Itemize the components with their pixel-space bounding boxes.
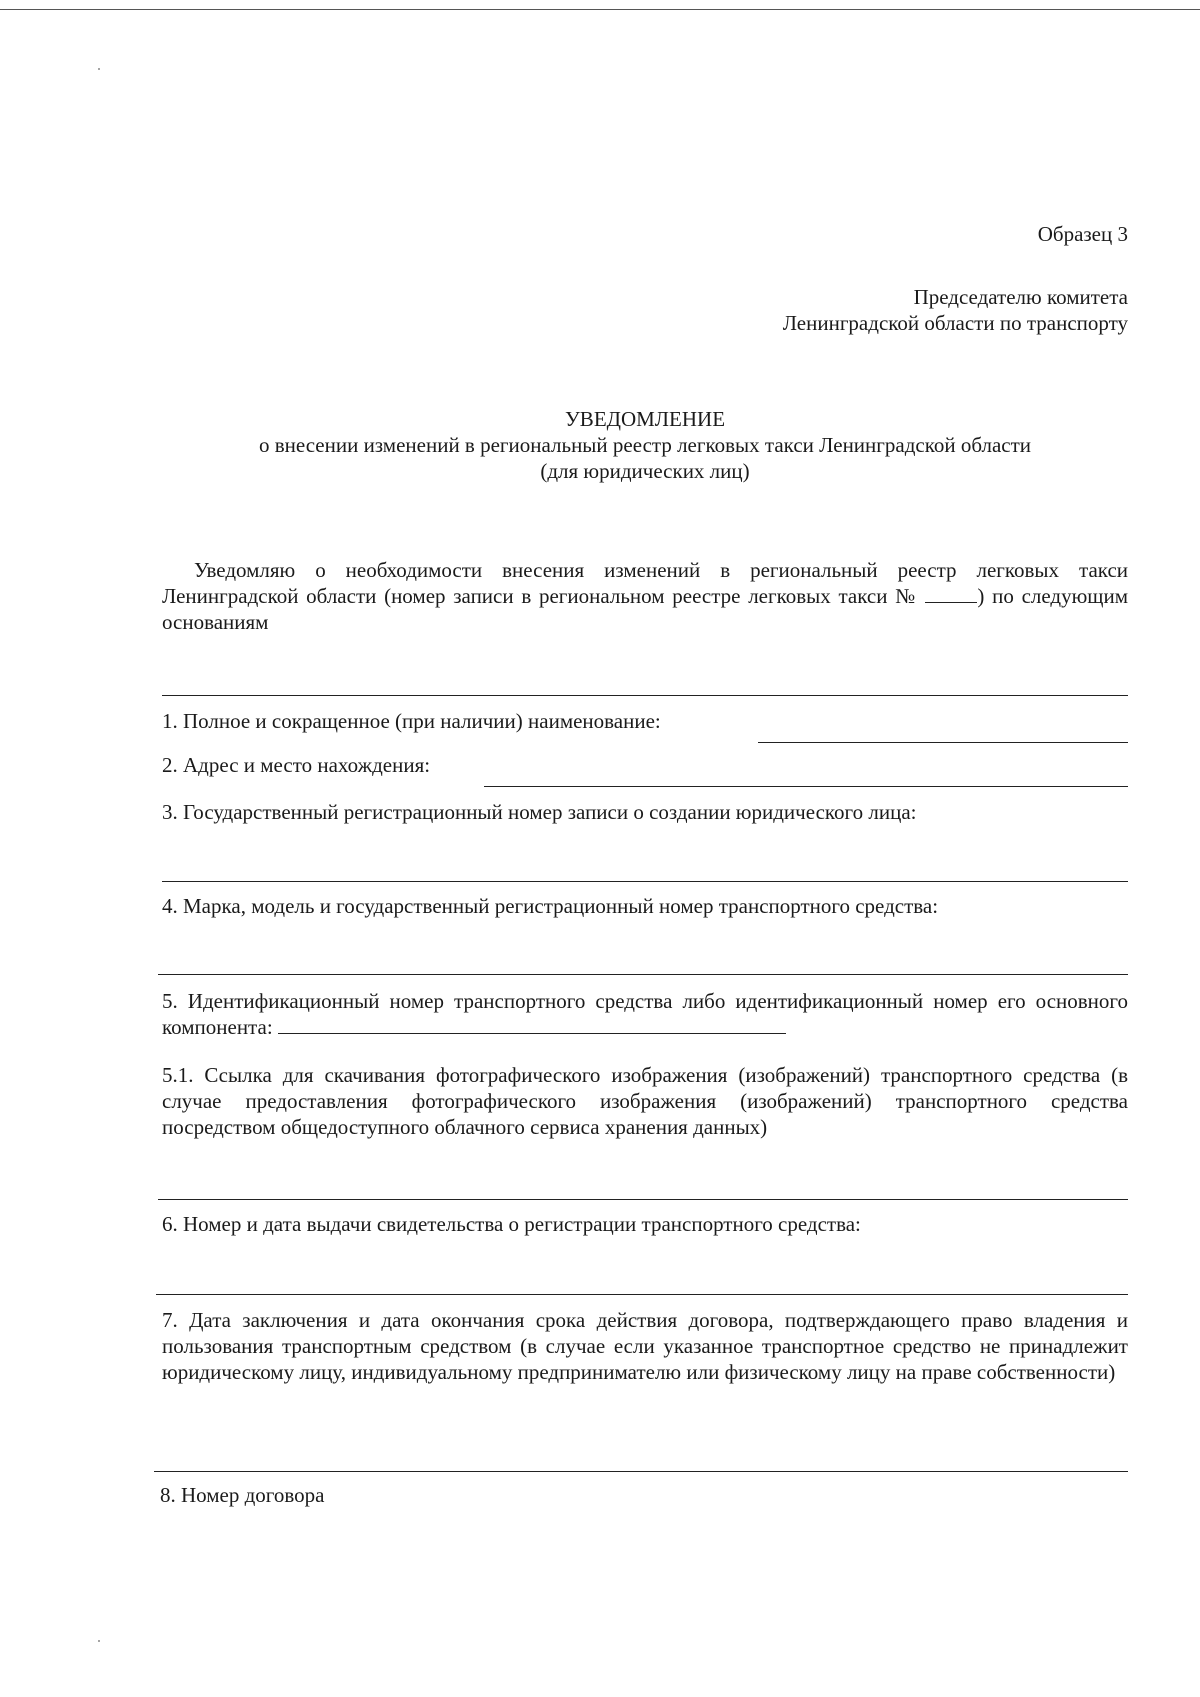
registration-number-field[interactable] [162,881,1128,882]
item-3-label: 3. Государственный регистрационный номер записи о создании юридического лица: [162,800,917,824]
intro-text-end: ) по следующим основаниям [162,584,1128,634]
document-title [160,406,1130,484]
blank-line[interactable] [162,695,1128,696]
item-5-label: 5. Идентификационный номер транспортного средства либо идентификационный номер его основного компонента: [162,989,1128,1039]
scan-top-edge [0,9,1200,10]
item-7-label: 7. Дата заключения и дата окончания срока действия договора, подтверждающего право владения и пользования транспортным средством (в случае если указанное транспортное средство не принадлежит юридическому лицу, индивидуальному предпринимателю или физическому лицу на праве собственности) [162,1308,1128,1384]
vehicle-field[interactable] [158,974,1128,975]
scan-speck [98,1640,100,1642]
item-1-label: 1. Полное и сокращенное (при наличии) наименование: [162,709,661,733]
item-4-label: 4. Марка, модель и государственный регистрационный номер транспортного средства: [162,894,939,918]
item-2-label: 2. Адрес и место нахождения: [162,753,431,777]
name-field[interactable] [758,742,1128,743]
title-subtitle: о внесении изменений в региональный реестр легковых такси Ленинградской области [258,433,1032,457]
addressee-line-2: Ленинградской области по транспорту [782,311,1128,335]
item-5 [162,988,1128,1040]
address-field[interactable] [484,786,1128,787]
title-heading: УВЕДОМЛЕНИЕ [564,407,726,431]
addressee-line-1: Председателю комитета [913,285,1128,309]
intro-text: Уведомляю о необходимости внесения изменений в региональный реестр легковых такси Ленинградской области (номер записи в региональном реестре легковых такси № [162,558,1128,608]
registry-number-field[interactable] [925,602,977,603]
intro-paragraph [162,557,1128,635]
contract-dates-field[interactable] [154,1471,1128,1472]
scan-speck [98,68,100,70]
certificate-field[interactable] [156,1294,1128,1295]
title-note: (для юридических лиц) [540,459,750,483]
vin-field[interactable] [278,1033,786,1034]
addressee [600,284,1128,336]
photo-link-field[interactable] [158,1199,1128,1200]
item-8-label: 8. Номер договора [160,1483,325,1507]
item-5-1-label: 5.1. Ссылка для скачивания фотографического изображения (изображений) транспортного средства (в случае предоставления фотографического изображения (изображений) транспортного средства посредством общедоступного облачного сервиса хранения данных) [162,1063,1128,1139]
sample-label: Образец 3 [1037,222,1128,246]
item-6-label: 6. Номер и дата выдачи свидетельства о регистрации транспортного средства: [162,1212,861,1236]
